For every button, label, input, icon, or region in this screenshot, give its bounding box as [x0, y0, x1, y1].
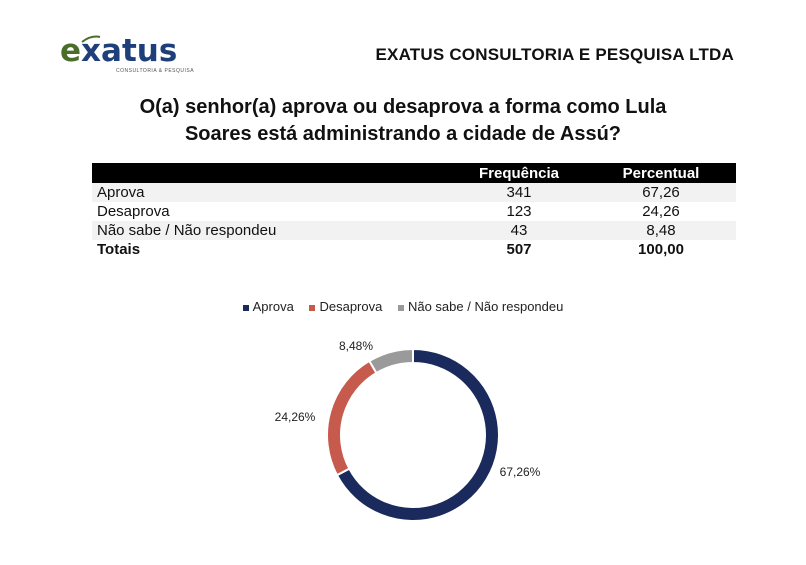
row-frequency: 43 [452, 221, 586, 240]
legend-label: Desaprova [319, 299, 383, 314]
question-line-1: O(a) senhor(a) aprova ou desaprova a forma como Lula [139, 96, 667, 118]
data-label-aprova: 67,26% [499, 465, 541, 479]
row-frequency: 341 [452, 183, 586, 202]
total-label: Totais [97, 241, 141, 258]
row-label: Aprova [92, 183, 452, 202]
total-percentual: 100,00 [638, 241, 684, 258]
row-percentual: 67,26 [586, 183, 736, 202]
data-label-nao-sabe: 8,48% [338, 339, 374, 353]
question-line-2: Soares está administrando a cidade de Assú? [184, 123, 622, 145]
slice-nao-sabe [369, 349, 413, 373]
data-label-desaprova: 24,26% [274, 410, 316, 424]
total-frequency: 507 [506, 241, 532, 258]
row-percentual: 24,26 [642, 203, 680, 220]
row-label: Não sabe / Não respondeu [92, 221, 452, 240]
logo-letters-rest: xatus [81, 33, 178, 69]
legend-label: Aprova [252, 299, 294, 314]
row-label: Desaprova [97, 203, 170, 220]
table-header-frequency: Frequência [452, 163, 586, 183]
company-name: EXATUS CONSULTORIA E PESQUISA LTDA [375, 45, 734, 64]
row-percentual: 8,48 [586, 221, 736, 240]
row-frequency: 123 [506, 203, 532, 220]
slice-desaprova [327, 361, 376, 475]
logo-letter-e: e [60, 33, 82, 69]
legend-label: Não sabe / Não respondeu [407, 299, 564, 314]
logo-subtitle: CONSULTORIA & PESQUISA [116, 68, 195, 74]
table-header-percentual: Percentual [586, 163, 736, 183]
